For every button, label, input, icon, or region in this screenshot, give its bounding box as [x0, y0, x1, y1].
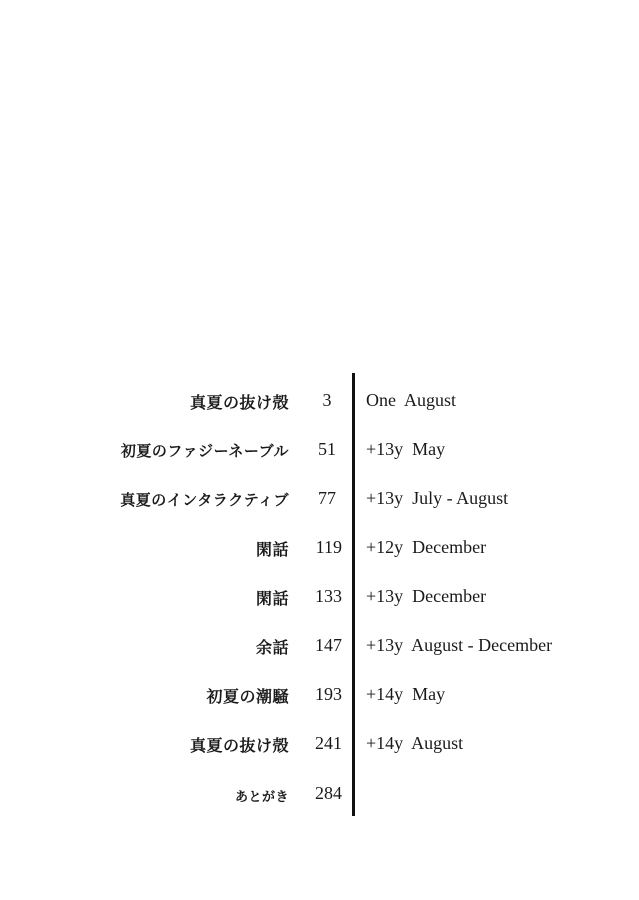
page-number: 284: [315, 783, 342, 803]
toc-entry: [0, 584, 639, 614]
timeline-label: One August: [366, 390, 456, 410]
chapter-title: 真夏の抜け殻: [189, 393, 289, 412]
toc-entry: [0, 437, 639, 467]
toc-entry: [0, 781, 639, 811]
chapter-title: 閑話: [255, 589, 289, 608]
chapter-title: 真夏のインタラクティブ: [120, 491, 289, 509]
timeline-label: +14y August: [366, 733, 464, 753]
page-number: 119: [315, 537, 342, 557]
toc-entry: [0, 633, 639, 663]
page-number: 147: [315, 635, 342, 655]
toc-entry: [0, 682, 639, 712]
timeline-label: +13y May: [366, 439, 446, 459]
chapter-title: 余話: [255, 638, 289, 657]
page-number: 241: [315, 733, 342, 753]
vertical-divider: [352, 373, 355, 816]
page-number: 193: [315, 684, 342, 704]
toc-entry: [0, 535, 639, 565]
page-number: 133: [315, 586, 342, 606]
chapter-title: 真夏の抜け殻: [189, 736, 289, 755]
timeline-label: +14y May: [366, 684, 446, 704]
chapter-title: あとがき: [234, 790, 289, 805]
chapter-title: 初夏の潮騒: [206, 687, 289, 706]
timeline-label: +12y December: [366, 537, 487, 557]
page-number: 3: [322, 390, 332, 410]
toc-entry: [0, 731, 639, 761]
page-number: 77: [318, 488, 336, 508]
timeline-label: +13y August - December: [366, 635, 553, 655]
timeline-label: +13y July - August: [366, 488, 509, 508]
page-number: 51: [318, 439, 336, 459]
chapter-title: 初夏のファジーネーブル: [120, 442, 289, 460]
toc-entry: [0, 486, 639, 516]
toc-entry: [0, 388, 639, 418]
chapter-title: 閑話: [255, 540, 289, 559]
timeline-label: +13y December: [366, 586, 487, 606]
